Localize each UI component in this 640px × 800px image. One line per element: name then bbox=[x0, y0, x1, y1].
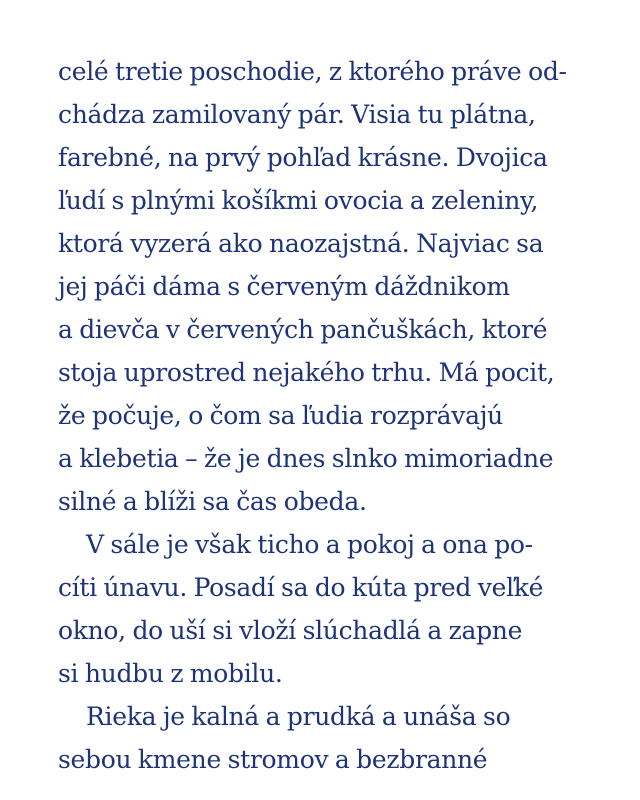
body-text bbox=[58, 50, 618, 781]
paragraph-start-line: V sále je však ticho a pokoj a ona po- bbox=[86, 530, 533, 559]
text-line: okno, do uší si vloží slúchadlá a zapne bbox=[58, 616, 523, 645]
text-line: že počuje, o čom sa ľudia rozprávajú bbox=[58, 401, 503, 430]
text-line: jej páči dáma s červeným dáždnikom bbox=[58, 272, 510, 301]
text-line: ľudí s plnými košíkmi ovocia a zeleniny, bbox=[58, 186, 539, 215]
text-line: chádza zamilovaný pár. Visia tu plátna, bbox=[58, 100, 536, 129]
text-line: celé tretie poschodie, z ktorého práve od- bbox=[58, 57, 567, 86]
text-line: farebné, na prvý pohľad krásne. Dvojica bbox=[58, 143, 548, 172]
text-line: cíti únavu. Posadí sa do kúta pred veľké bbox=[58, 573, 544, 602]
text-line: stoja uprostred nejakého trhu. Má pocit, bbox=[58, 358, 555, 387]
text-line: silné a blíži sa čas obeda. bbox=[58, 487, 367, 516]
paragraph-start-line: Rieka je kalná a prudká a unáša so bbox=[86, 702, 511, 731]
text-line: si hudbu z mobilu. bbox=[58, 659, 283, 688]
text-line: ktorá vyzerá ako naozajstná. Najviac sa bbox=[58, 229, 544, 258]
text-line: a klebetia – že je dnes slnko mimoriadne bbox=[58, 444, 554, 473]
text-line: sebou kmene stromov a bezbranné bbox=[58, 745, 488, 774]
text-line: a dievča v červených pančuškách, ktoré bbox=[58, 315, 548, 344]
